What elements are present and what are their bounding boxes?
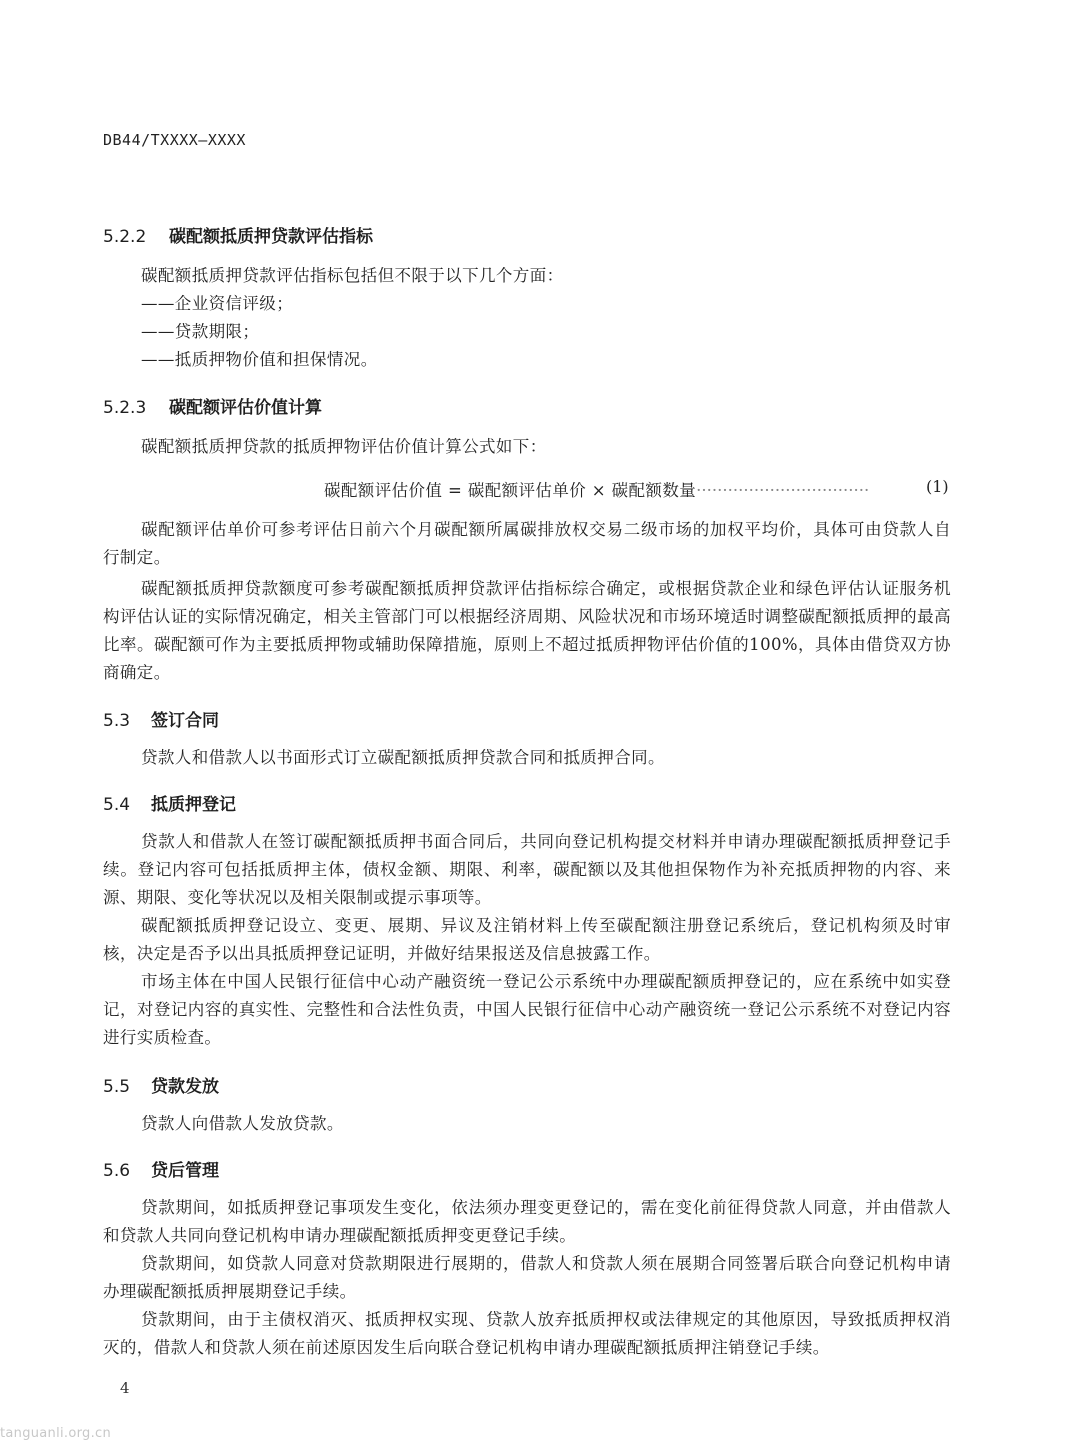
formula	[324, 477, 869, 501]
paragraph: 贷款人向借款人发放贷款。	[141, 1114, 344, 1133]
section-title: 抵质押登记	[151, 795, 236, 815]
section-title: 签订合同	[151, 711, 219, 731]
watermark-text: tanguanli.org.cn	[0, 1426, 111, 1441]
section-title: 贷后管理	[151, 1161, 219, 1181]
section-heading-5-3	[103, 706, 219, 731]
paragraph: 碳配额评估单价可参考评估日前六个月碳配额所属碳排放权交易二级市场的加权平均价，具体可由贷款人自行制定。	[103, 520, 951, 567]
paragraph: 贷款期间，由于主债权消灭、抵质押权实现、贷款人放弃抵质押权或法律规定的其他原因，导致抵质押权消灭的，借款人和贷款人须在前述原因发生后向联合登记机构申请办理碳配额抵质押注销登记手续。	[103, 1310, 951, 1357]
formula-expression: 碳配额评估价值 = 碳配额评估单价 × 碳配额数量	[324, 481, 697, 500]
section-number: 5.4	[103, 795, 131, 815]
paragraph: 碳配额抵质押贷款评估指标包括但不限于以下几个方面：	[141, 266, 564, 285]
section-number: 5.2.2	[103, 227, 147, 247]
section-title: 贷款发放	[151, 1077, 219, 1097]
section-title: 碳配额评估价值计算	[169, 398, 322, 418]
paragraph: 碳配额抵质押贷款额度可参考碳配额抵质押贷款评估指标综合确定，或根据贷款企业和绿色评估认证服务机构评估认证的实际情况确定，相关主管部门可以根据经济周期、风险状况和市场环境适时调整碳配额抵质押的最高比率。碳配额可作为主要抵质押物或辅助保障措施，原则上不超过抵质押物评估价值的100%，具体由借贷双方协商确定。	[103, 579, 951, 682]
formula-number: (1)	[926, 477, 949, 496]
paragraph: 贷款人和借款人在签订碳配额抵质押书面合同后，共同向登记机构提交材料并申请办理碳配额抵质押登记手续。登记内容可包括抵质押主体，债权金额、期限、利率，碳配额以及其他担保物作为补充抵质押物的内容、来源、期限、变化等状况以及相关限制或提示事项等。	[103, 832, 951, 907]
list-item: ——抵质押物价值和担保情况。	[141, 350, 378, 369]
section-number: 5.6	[103, 1161, 131, 1181]
section-number: 5.3	[103, 711, 131, 731]
section-heading-5-2-3	[103, 393, 322, 418]
section-heading-5-2-2	[103, 222, 373, 247]
page-number: 4	[120, 1379, 130, 1397]
list-item: ——企业资信评级；	[141, 294, 294, 313]
section-number: 5.5	[103, 1077, 131, 1097]
section-title: 碳配额抵质押贷款评估指标	[169, 227, 373, 247]
section-heading-5-5	[103, 1072, 219, 1097]
paragraph: 贷款期间，如贷款人同意对贷款期限进行展期的，借款人和贷款人须在展期合同签署后联合向登记机构申请办理碳配额抵质押展期登记手续。	[103, 1254, 951, 1301]
document-code: DB44/TXXXX—XXXX	[103, 131, 246, 149]
section-heading-5-4	[103, 790, 236, 815]
formula-leader-dots: ·································	[696, 481, 870, 500]
paragraph: 碳配额抵质押贷款的抵质押物评估价值计算公式如下：	[141, 437, 547, 456]
section-heading-5-6	[103, 1156, 219, 1181]
paragraph: 贷款人和借款人以书面形式订立碳配额抵质押贷款合同和抵质押合同。	[141, 748, 665, 767]
paragraph: 市场主体在中国人民银行征信中心动产融资统一登记公示系统中办理碳配额质押登记的，应在系统中如实登记，对登记内容的真实性、完整性和合法性负责，中国人民银行征信中心动产融资统一登记公示系统不对登记内容进行实质检查。	[103, 972, 951, 1047]
paragraph: 碳配额抵质押登记设立、变更、展期、异议及注销材料上传至碳配额注册登记系统后，登记机构须及时审核，决定是否予以出具抵质押登记证明，并做好结果报送及信息披露工作。	[103, 916, 951, 963]
list-item: ——贷款期限；	[141, 322, 260, 341]
paragraph: 贷款期间，如抵质押登记事项发生变化，依法须办理变更登记的，需在变化前征得贷款人同意，并由借款人和贷款人共同向登记机构申请办理碳配额抵质押变更登记手续。	[103, 1198, 951, 1245]
section-number: 5.2.3	[103, 398, 147, 418]
